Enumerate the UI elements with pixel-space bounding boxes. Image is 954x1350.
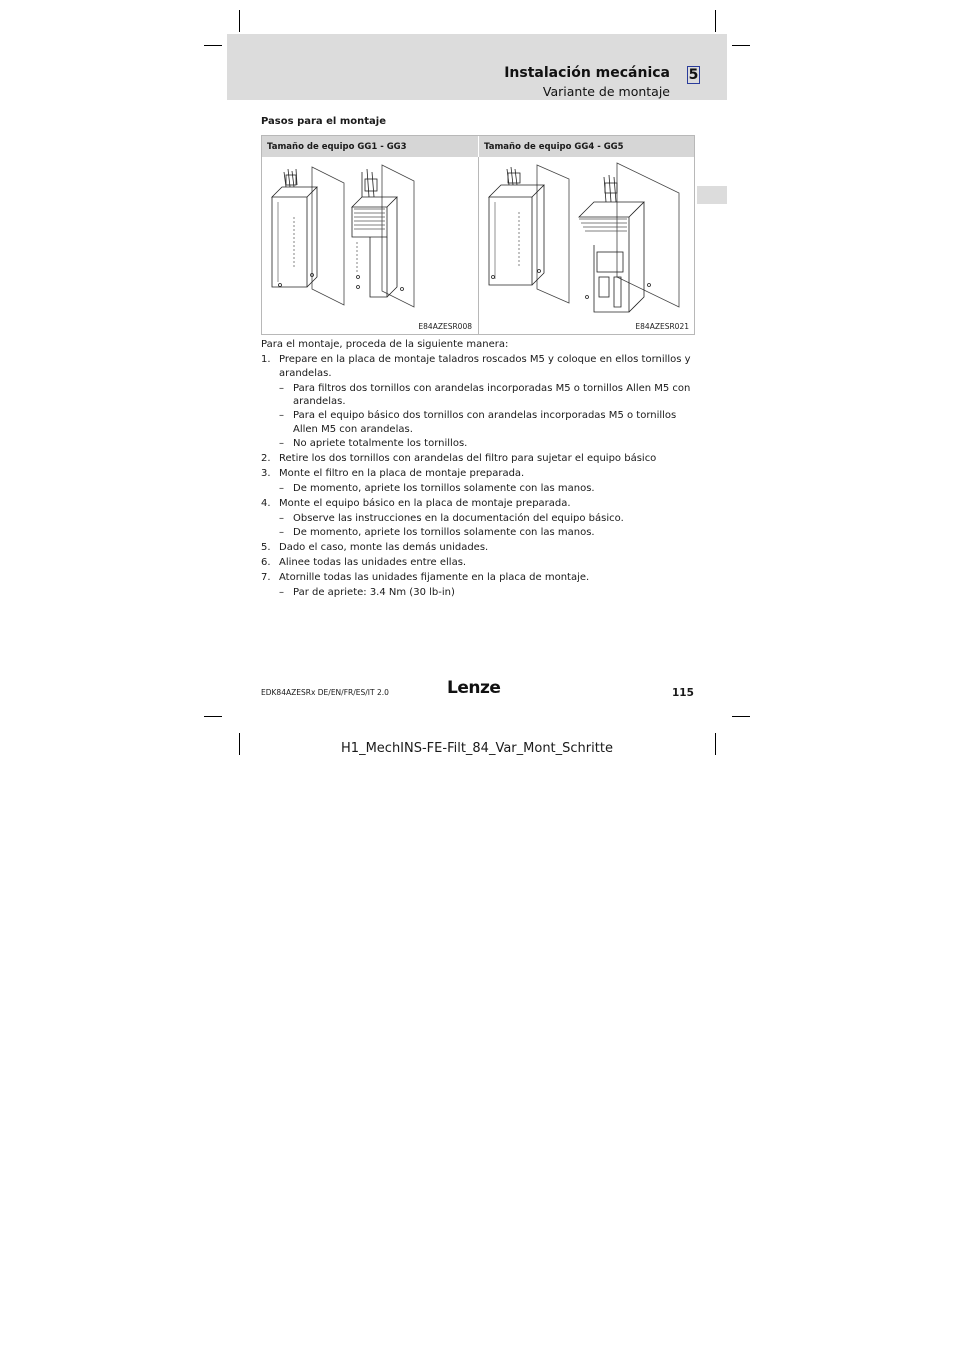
sub-step-text: Observe las instrucciones en la documentación del equipo básico. <box>293 512 624 524</box>
crop-mark <box>204 716 222 717</box>
sub-step-text: Par de apriete: 3.4 Nm (30 lb-in) <box>293 586 455 598</box>
step-number: 5. <box>261 541 271 553</box>
chapter-side-tab <box>697 186 727 204</box>
dash-bullet: – <box>279 512 284 524</box>
file-label: H1_MechINS-FE-Filt_84_Var_Mont_Schritte <box>341 741 613 756</box>
sub-step-item <box>261 482 701 496</box>
footer-doc-id: EDK84AZESRx DE/EN/FR/ES/IT 2.0 <box>261 688 389 697</box>
dash-bullet: – <box>279 437 284 449</box>
dash-bullet: – <box>279 382 284 394</box>
chapter-number: 5 <box>688 67 699 83</box>
step-number: 3. <box>261 467 271 479</box>
step-number: 4. <box>261 497 271 509</box>
step-number: 7. <box>261 571 271 583</box>
figure-cell-gg4-gg5 <box>479 157 694 334</box>
figure-table <box>261 135 695 335</box>
step-text: Atornille todas las unidades fijamente en la placa de montaje. <box>279 571 590 583</box>
sub-step-item <box>261 512 701 526</box>
step-text: Monte el equipo básico en la placa de montaje preparada. <box>279 497 571 509</box>
instructions <box>261 338 701 600</box>
sub-step-item <box>261 586 701 600</box>
sub-step-item <box>261 409 701 436</box>
figure-cell-gg1-gg3 <box>262 157 477 334</box>
lenze-logo: Lenze <box>447 678 501 698</box>
figure-heading-gg1-gg3: Tamaño de equipo GG1 - GG3 <box>262 136 478 157</box>
page-header <box>227 34 727 100</box>
step-item <box>261 452 701 466</box>
figure-heading-gg4-gg5: Tamaño de equipo GG4 - GG5 <box>478 136 694 157</box>
crop-mark <box>204 45 222 46</box>
sub-step-item <box>261 526 701 540</box>
step-item <box>261 556 701 570</box>
sub-step-text: Para el equipo básico dos tornillos con arandelas incorporadas M5 o tornillos Allen M5 con arandelas. <box>293 410 677 435</box>
step-text: Prepare en la placa de montaje taladros roscados M5 y coloque en ellos tornillos y arandelas. <box>279 354 691 379</box>
step-text: Retire los dos tornillos con arandelas del filtro para sujetar el equipo básico <box>279 452 657 464</box>
step-item <box>261 467 701 481</box>
dash-bullet: – <box>279 482 284 494</box>
step-item <box>261 497 701 511</box>
chapter-subtitle: Variante de montaje <box>542 84 670 99</box>
figure-code: E84AZESR021 <box>635 322 689 331</box>
dash-bullet: – <box>279 410 284 421</box>
step-item <box>261 571 701 585</box>
step-text: Alinee todas las unidades entre ellas. <box>279 556 467 568</box>
crop-mark <box>732 45 750 46</box>
crop-mark <box>732 716 750 717</box>
step-item <box>261 353 701 380</box>
step-item <box>261 541 701 555</box>
sub-step-text: De momento, apriete los tornillos solamente con las manos. <box>293 526 595 538</box>
chapter-title: Instalación mecánica <box>504 65 670 81</box>
crop-mark <box>715 10 716 32</box>
figure-code: E84AZESR008 <box>418 322 472 331</box>
page-number: 115 <box>672 687 694 699</box>
sub-step-item <box>261 382 701 409</box>
sub-step-item <box>261 437 701 451</box>
step-number: 2. <box>261 452 271 464</box>
step-text: Dado el caso, monte las demás unidades. <box>279 541 489 553</box>
sub-step-text: Para filtros dos tornillos con arandelas incorporadas M5 o tornillos Allen M5 con arandelas. <box>293 382 691 407</box>
step-number: 6. <box>261 556 271 568</box>
mounting-drawing-gg1-gg3 <box>262 157 477 317</box>
section-title: Pasos para el montaje <box>261 116 386 127</box>
dash-bullet: – <box>279 526 284 538</box>
sub-step-text: No apriete totalmente los tornillos. <box>293 437 468 449</box>
step-number: 1. <box>261 354 271 365</box>
dash-bullet: – <box>279 586 284 598</box>
instructions-intro: Para el montaje, proceda de la siguiente manera: <box>261 339 509 350</box>
sub-step-text: De momento, apriete los tornillos solamente con las manos. <box>293 482 595 494</box>
mounting-drawing-gg4-gg5 <box>479 157 694 317</box>
step-text: Monte el filtro en la placa de montaje preparada. <box>279 467 525 479</box>
crop-mark <box>239 10 240 32</box>
